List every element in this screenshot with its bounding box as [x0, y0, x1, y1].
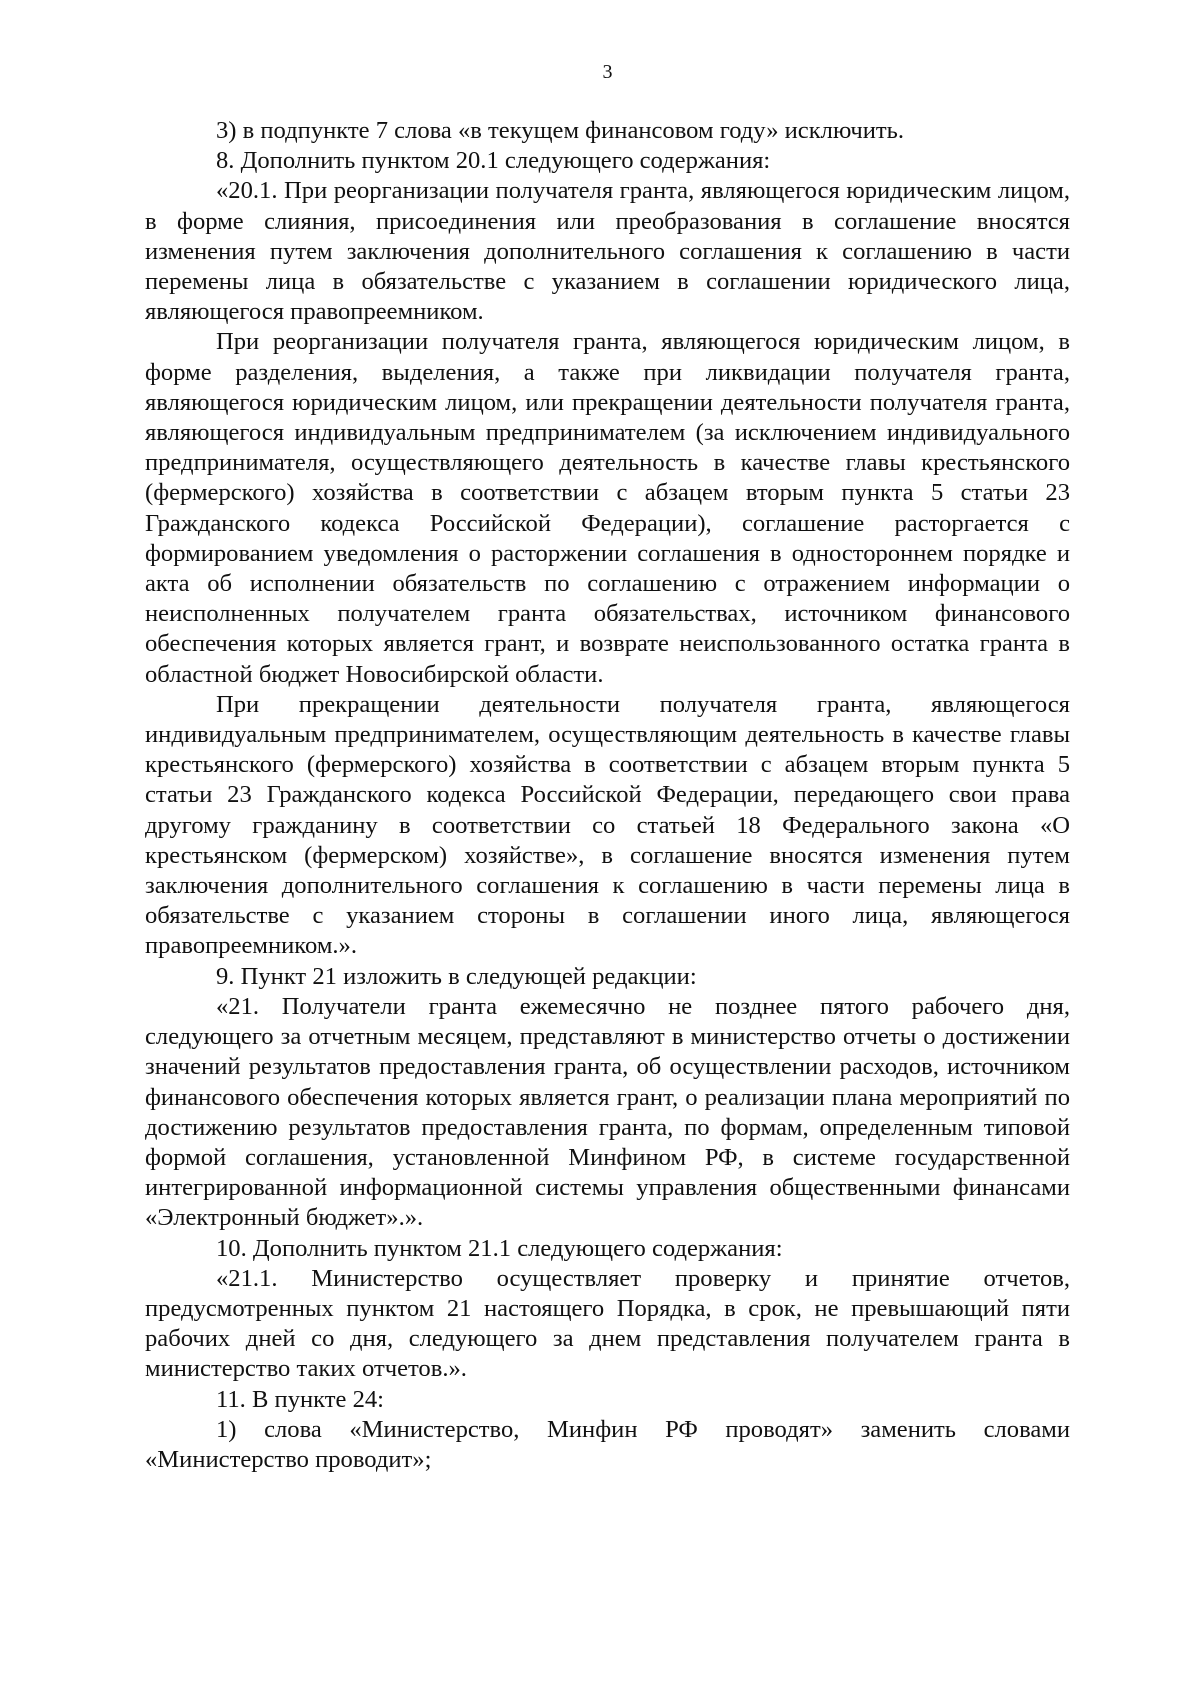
- paragraph: «21. Получатели гранта ежемесячно не позднее пятого рабочего дня, следующего за отчетным месяцем, представляют в министерство отчеты о достижении значений результатов предоставления гранта, об осуществлении расходов, источником финансового обеспечения которых является грант, о реализации плана мероприятий по достижению результатов предоставления гранта, по формам, определенным типовой формой соглашения, установленной Минфином РФ, в системе государственной интегрированной информационной системы управления общественными финансами «Электронный бюджет».».: [145, 992, 1070, 1232]
- paragraph: 9. Пункт 21 изложить в следующей редакции:: [216, 962, 697, 990]
- paragraph: 3) в подпункте 7 слова «в текущем финансовом году» исключить.: [216, 117, 905, 144]
- page-number: 3: [602, 61, 613, 83]
- document-page: [145, 60, 1070, 1475]
- paragraph: При реорганизации получателя гранта, являющегося юридическим лицом, в форме разделения, выделения, а также при ликвидации получателя гранта, являющегося юридическим лицом, или прекращении деятельности получателя гранта, являющегося индивидуальным предпринимателем (за исключением индивидуального предпринимателя, осуществляющего деятельность в качестве главы крестьянского (фермерского) хозяйства в соответствии с абзацем вторым пункта 5 статьи 23 Гражданского кодекса Российской Федерации), соглашение расторгается с формированием уведомления о расторжении соглашения в одностороннем порядке и акта об исполнении обязательств по соглашению с отражением информации о неисполненных получателем гранта обязательствах, источником финансового обеспечения которых является грант, и возврате неиспользованного остатка гранта в областной бюджет Новосибирской области.: [145, 328, 1070, 688]
- paragraph: «20.1. При реорганизации получателя гранта, являющегося юридическим лицом, в форме слияния, присоединения или преобразования в соглашение вносятся изменения путем заключения дополнительного соглашения к соглашению в части перемены лица в обязательстве с указанием в соглашении юридического лица, являющегося правопреемником.: [145, 177, 1070, 326]
- paragraph: 8. Дополнить пунктом 20.1 следующего содержания:: [216, 147, 771, 175]
- paragraph: 10. Дополнить пунктом 21.1 следующего содержания:: [216, 1234, 783, 1262]
- paragraph: 1) слова «Министерство, Минфин РФ проводят» заменить словами «Министерство проводит»;: [145, 1415, 1070, 1473]
- paragraph: «21.1. Министерство осуществляет проверку и принятие отчетов, предусмотренных пунктом 21 настоящего Порядка, в срок, не превышающий пяти рабочих дней со дня, следующего за днем представления получателем гранта в министерство таких отчетов.».: [145, 1264, 1070, 1383]
- paragraph: 11. В пункте 24:: [216, 1385, 385, 1413]
- paragraph: При прекращении деятельности получателя гранта, являющегося индивидуальным предпринимателем, осуществляющим деятельность в качестве главы крестьянского (фермерского) хозяйства в соответствии с абзацем вторым пункта 5 статьи 23 Гражданского кодекса Российской Федерации, передающего свои права другому гражданину в соответствии со статьей 18 Федерального закона «О крестьянском (фермерском) хозяйстве», в соглашение вносятся изменения путем заключения дополнительного соглашения к соглашению в части перемены лица в обязательстве с указанием стороны в соглашении иного лица, являющегося правопреемником.».: [145, 690, 1070, 960]
